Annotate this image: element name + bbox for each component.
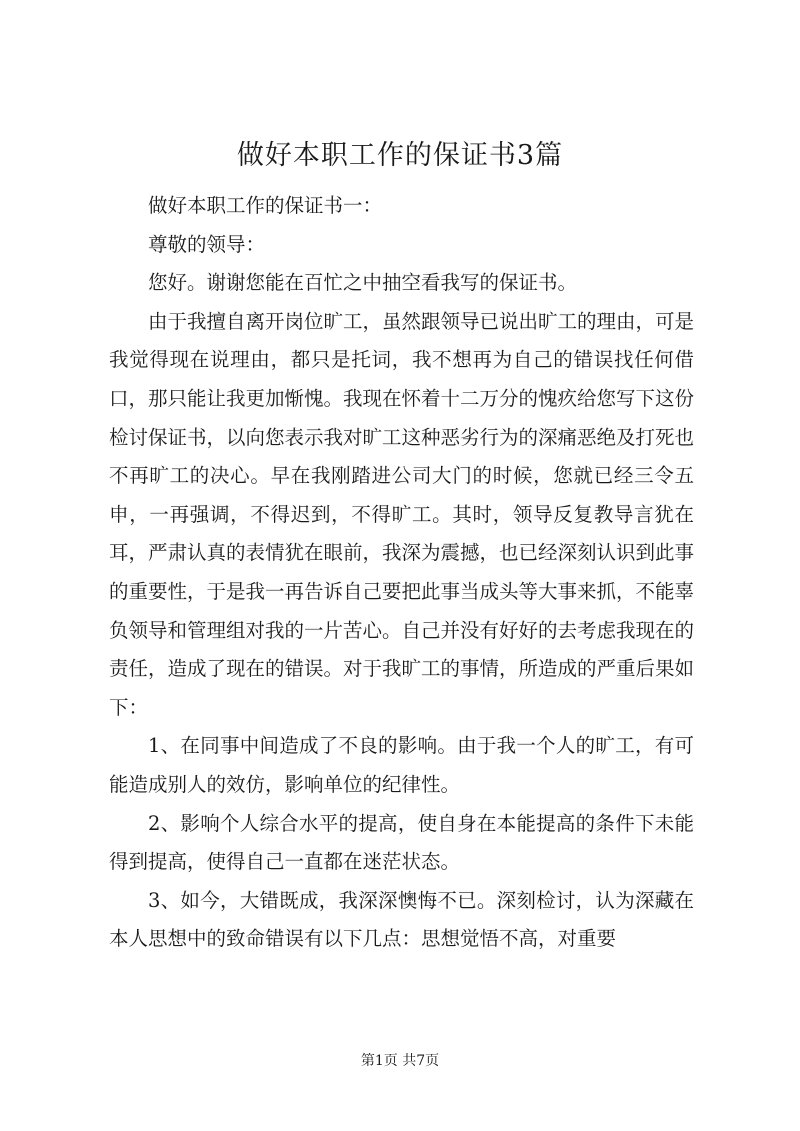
- paragraph-item-1: 1、在同事中间造成了不良的影响。由于我一个人的旷工，有可能造成别人的效仿，影响单位的纪律性。: [109, 734, 694, 796]
- paragraph-main: 由于我擅自离开岗位旷工，虽然跟领导已说出旷工的理由，可是我觉得现在说理由，都只是托词，我不想再为自己的错误找任何借口，那只能让我更加惭愧。我现在怀着十二万分的愧疚给您写下这份检讨保证书，以向您表示我对旷工这种恶劣行为的深痛恶绝及打死也不再旷工的决心。早在我刚踏进公司大门的时候，您就已经三令五申，一再强调，不得迟到，不得旷工。其时，领导反复教导言犹在耳，严肃认真的表情犹在眼前，我深为震撼，也已经深刻认识到此事的重要性，于是我一再告诉自己要把此事当成头等大事来抓，不能辜负领导和管理组对我的一片苦心。自己并没有好好的去考虑我现在的责任，造成了现在的错误。对于我旷工的事情，所造成的严重后果如下：: [109, 309, 695, 719]
- page-number-footer: 第1页 共7页: [360, 1053, 440, 1069]
- paragraph-item-2: 2、影响个人综合水平的提高，使自身在本能提高的条件下未能得到提高，使得自己一直都在迷茫状态。: [109, 811, 694, 874]
- document-title: 做好本职工作的保证书3篇: [236, 140, 564, 171]
- paragraph-salutation: 尊敬的领导：: [148, 232, 266, 256]
- paragraph-item-3: 3、如今，大错既成，我深深懊悔不已。深刻检讨，认为深藏在本人思想中的致命错误有以下几点：思想觉悟不高，对重要: [109, 888, 694, 951]
- paragraph-greeting: 您好。谢谢您能在百忙之中抽空看我写的保证书。: [148, 271, 578, 295]
- document-body: [109, 187, 694, 959]
- paragraph-subtitle: 做好本职工作的保证书一：: [148, 194, 383, 217]
